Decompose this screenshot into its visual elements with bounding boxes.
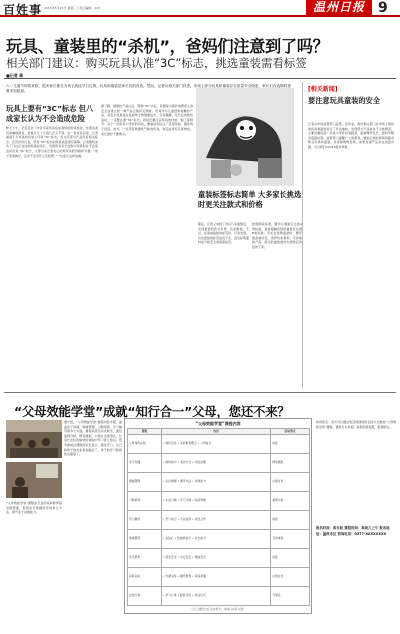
bottom-body-col2: 据介绍，“父母效能学堂”课程内容丰富，涵盖亲子沟通、情绪管理、习惯培养、学习辅导等多个方面。课程采用互动式教学，通过案例分析、情景模拟、小组讨论等形式，让家长在轻松愉快的氛围中学习育儿知识。很多参加过课程的家长表示，通过学习，自己和孩子的关系更加融洽了，孩子的学习积极性也提高了。 [64,420,122,457]
table-row [128,586,310,605]
table-cell: • 夫妻关系 • 隔代教育 • 家庭氛围 [161,567,270,586]
table-cell: 讲座 [271,510,310,529]
table-cell: 家庭关系 [128,567,162,586]
main-subheadline: 相关部门建议：购买玩具认准“3C”标志，挑选童装需看标签 [6,56,307,70]
table-cell: 学习辅导 [128,510,162,529]
cartoon-illustration [196,88,294,186]
column-divider [302,82,303,388]
table-cell: 分享会 [271,586,310,605]
table-caption: （以上课程内容仅供参考，具体以实际为准） [190,607,246,611]
section-name: 百姓事 [3,3,43,17]
newspaper-logo: 温州日报 [306,0,372,15]
table-cell: 性格塑造 [128,529,162,548]
table-cell: 讲座 [271,434,310,453]
table-row [128,434,310,453]
table-row [128,529,310,548]
table-cell: 安全教育 [128,548,162,567]
article1-subhead: 玩具上要有“3C”标志 但八成家长认为不会造成危险 [6,104,94,123]
table-cell: • 自信心 • 抗挫折能力 • 社交能力 [161,529,270,548]
classroom-photo [6,420,62,458]
sidebar-body: 记者从市场监管部门获悉，近年来，我市相关部门对市场上销售的玩具和童装进行了多次抽检，发现部分产品存在不合格情况。主要问题包括：玩具小零件容易脱落、童装绳带过长、面料甲醛含量超标等。监管部门提醒广大消费者，要到正规的商场和超市购买玩具和童装，并索取购物发票。如果发现产品存在质量问题，可以拨打12315投诉举报。 [308,122,394,149]
table-body [128,434,310,605]
table-cell: 讲座 [271,548,310,567]
table-cell: • 居家安全 • 出行安全 • 网络安全 [161,548,270,567]
table-cell: • 角色定位 • 家庭教育理念 • 父母成长 [161,434,270,453]
article1-body: 昨天下午，记者走访了市区多家玩具店和商场的玩具柜台，发现各类玩具琳琅满目，价格从几十元到几百元不等。在一家玩具店里，记者看到不少玩具的包装上印有“3C”标志，但也有部分产品没有相关标志。店员告诉记者，带有“3C”标志的玩具质量更有保障。记者随机采访了几位正在选购玩具的家长，发现很多家长在购买玩具时并不会留意是否有“3C”标志，大部分家长更关心的是玩具的价格和外观。“孩子喜欢就好，应该不会有什么危险吧。”一位家长这样说道。 [6,126,98,158]
table-cell: 小组讨论 [271,567,310,586]
table-row [128,510,310,529]
table-header: 课程 [128,429,162,435]
table-cell: 互动体验 [271,529,310,548]
table-cell: 案例分析 [271,491,310,510]
table-cell: 习惯培养 [128,491,162,510]
table-cell: • 认识情绪 • 调节方法 • 共情能力 [161,472,270,491]
class-photo [6,462,62,498]
bottom-body-col1: “父母效能学堂”课程由专业的家庭教育指导师授课，帮助家长掌握科学的育儿方法，提升亲子沟通能力。 [6,501,62,515]
table-cell: • 生活习惯 • 学习习惯 • 时间管理 [161,491,270,510]
article2-headline: 童装标签标志简单 大多家长挑选时更关注款式和价格 [198,190,302,209]
table-row [128,567,310,586]
main-headline: 玩具、童装里的“杀机”，爸妈们注意到了吗？ [6,37,329,56]
bottom-headline: “父母效能学堂”成就“知行合一”父母，您还不来？ [14,404,290,419]
bottom-body-col3: 如何报名：家长可以通过电话或现场报名的方式参加“父母效能学堂”课程。课程分为多期，每期名额有限，报满即止。 [316,420,396,429]
table-row [128,453,310,472]
table-row [128,548,310,567]
article2-body-col2: 按照国家标准，婴幼儿服装应达到A类标准，直接接触皮肤的童装应达到B类标准。家长在选购童装时，要仔细查看标签，选择色彩柔和、无异味的产品，新买的童装最好先清洗后再给孩子穿。 [252,222,302,249]
table-cell: 亲子沟通 [128,453,162,472]
table-cell: 情景模拟 [271,453,310,472]
edition-info: 2015年5月25日 星期三 | 责任编辑：XXX [44,6,101,10]
divider [4,392,396,393]
table-header: 活动形式 [271,429,310,435]
table-row [128,491,310,510]
table-cell: • 倾听技巧 • 表达方式 • 冲突处理 [161,453,270,472]
sidebar-headline: 要注意玩具童装的安全 [308,96,380,105]
table-cell: • 学习心得 • 经验交流 • 结业仪式 [161,586,270,605]
byline: ■记者 蒋 [6,73,24,78]
table-row [128,472,310,491]
related-news-tag: [相关新闻] [308,86,338,93]
divider [4,78,396,79]
table-cell: 情绪管理 [128,472,162,491]
table-cell: • 学习动力 • 方法指导 • 家校合作 [161,510,270,529]
registration-info: 报名时间：即日起 课程时间：每周六上午 报名地址：温州市区 咨询电话：0577-XXXXXXXX [316,526,390,536]
table-cell: 小组讨论 [271,472,310,491]
article1-body-col2: 据了解，强制性产品认证，简称“3C”认证，是国家为保护消费者人身安全而建立的一种产品合格评定制度。玩具作为儿童经常接触的产品，其安全性直接关系到孩子的健康成长。专家提醒，家长在选购玩具时，一定要认准“3C”标志，同时还要注意玩具的材质、做工等细节。对于一些带有小零件的玩具，要看是否标注了适用年龄，避免孩子误吞。此外，一些带有刺激性气味的玩具，也可能含有有害物质，家长最好不要购买。 [101,104,193,136]
table-title: “父母效能学堂”课程内容 [195,421,241,426]
table-header: 内容 [161,429,270,435]
table-cell: 父母角色认知 [128,434,162,453]
table-cell: 总结分享 [128,586,162,605]
page-number: 9 [378,0,388,16]
lead-paragraph: 六一儿童节即将来临，很多家长都在为孩子挑选节日礼物。玩具和童装是家长们的首选。然而，记者从相关部门获悉，市场上部分玩具和童装存在质量安全隐患，家长们在选购时需要多加留意。 [6,84,291,94]
article2-body-col1: 随后，记者又来到了市区几家童装店，发现童装的款式多样，色彩鲜艳。不过，在查看童装的标签时，记者发现，有些童装的标签信息不全，没有标明面料成分和安全类别等信息。 [198,222,249,245]
course-table [127,428,310,606]
course-table-box [124,418,312,614]
